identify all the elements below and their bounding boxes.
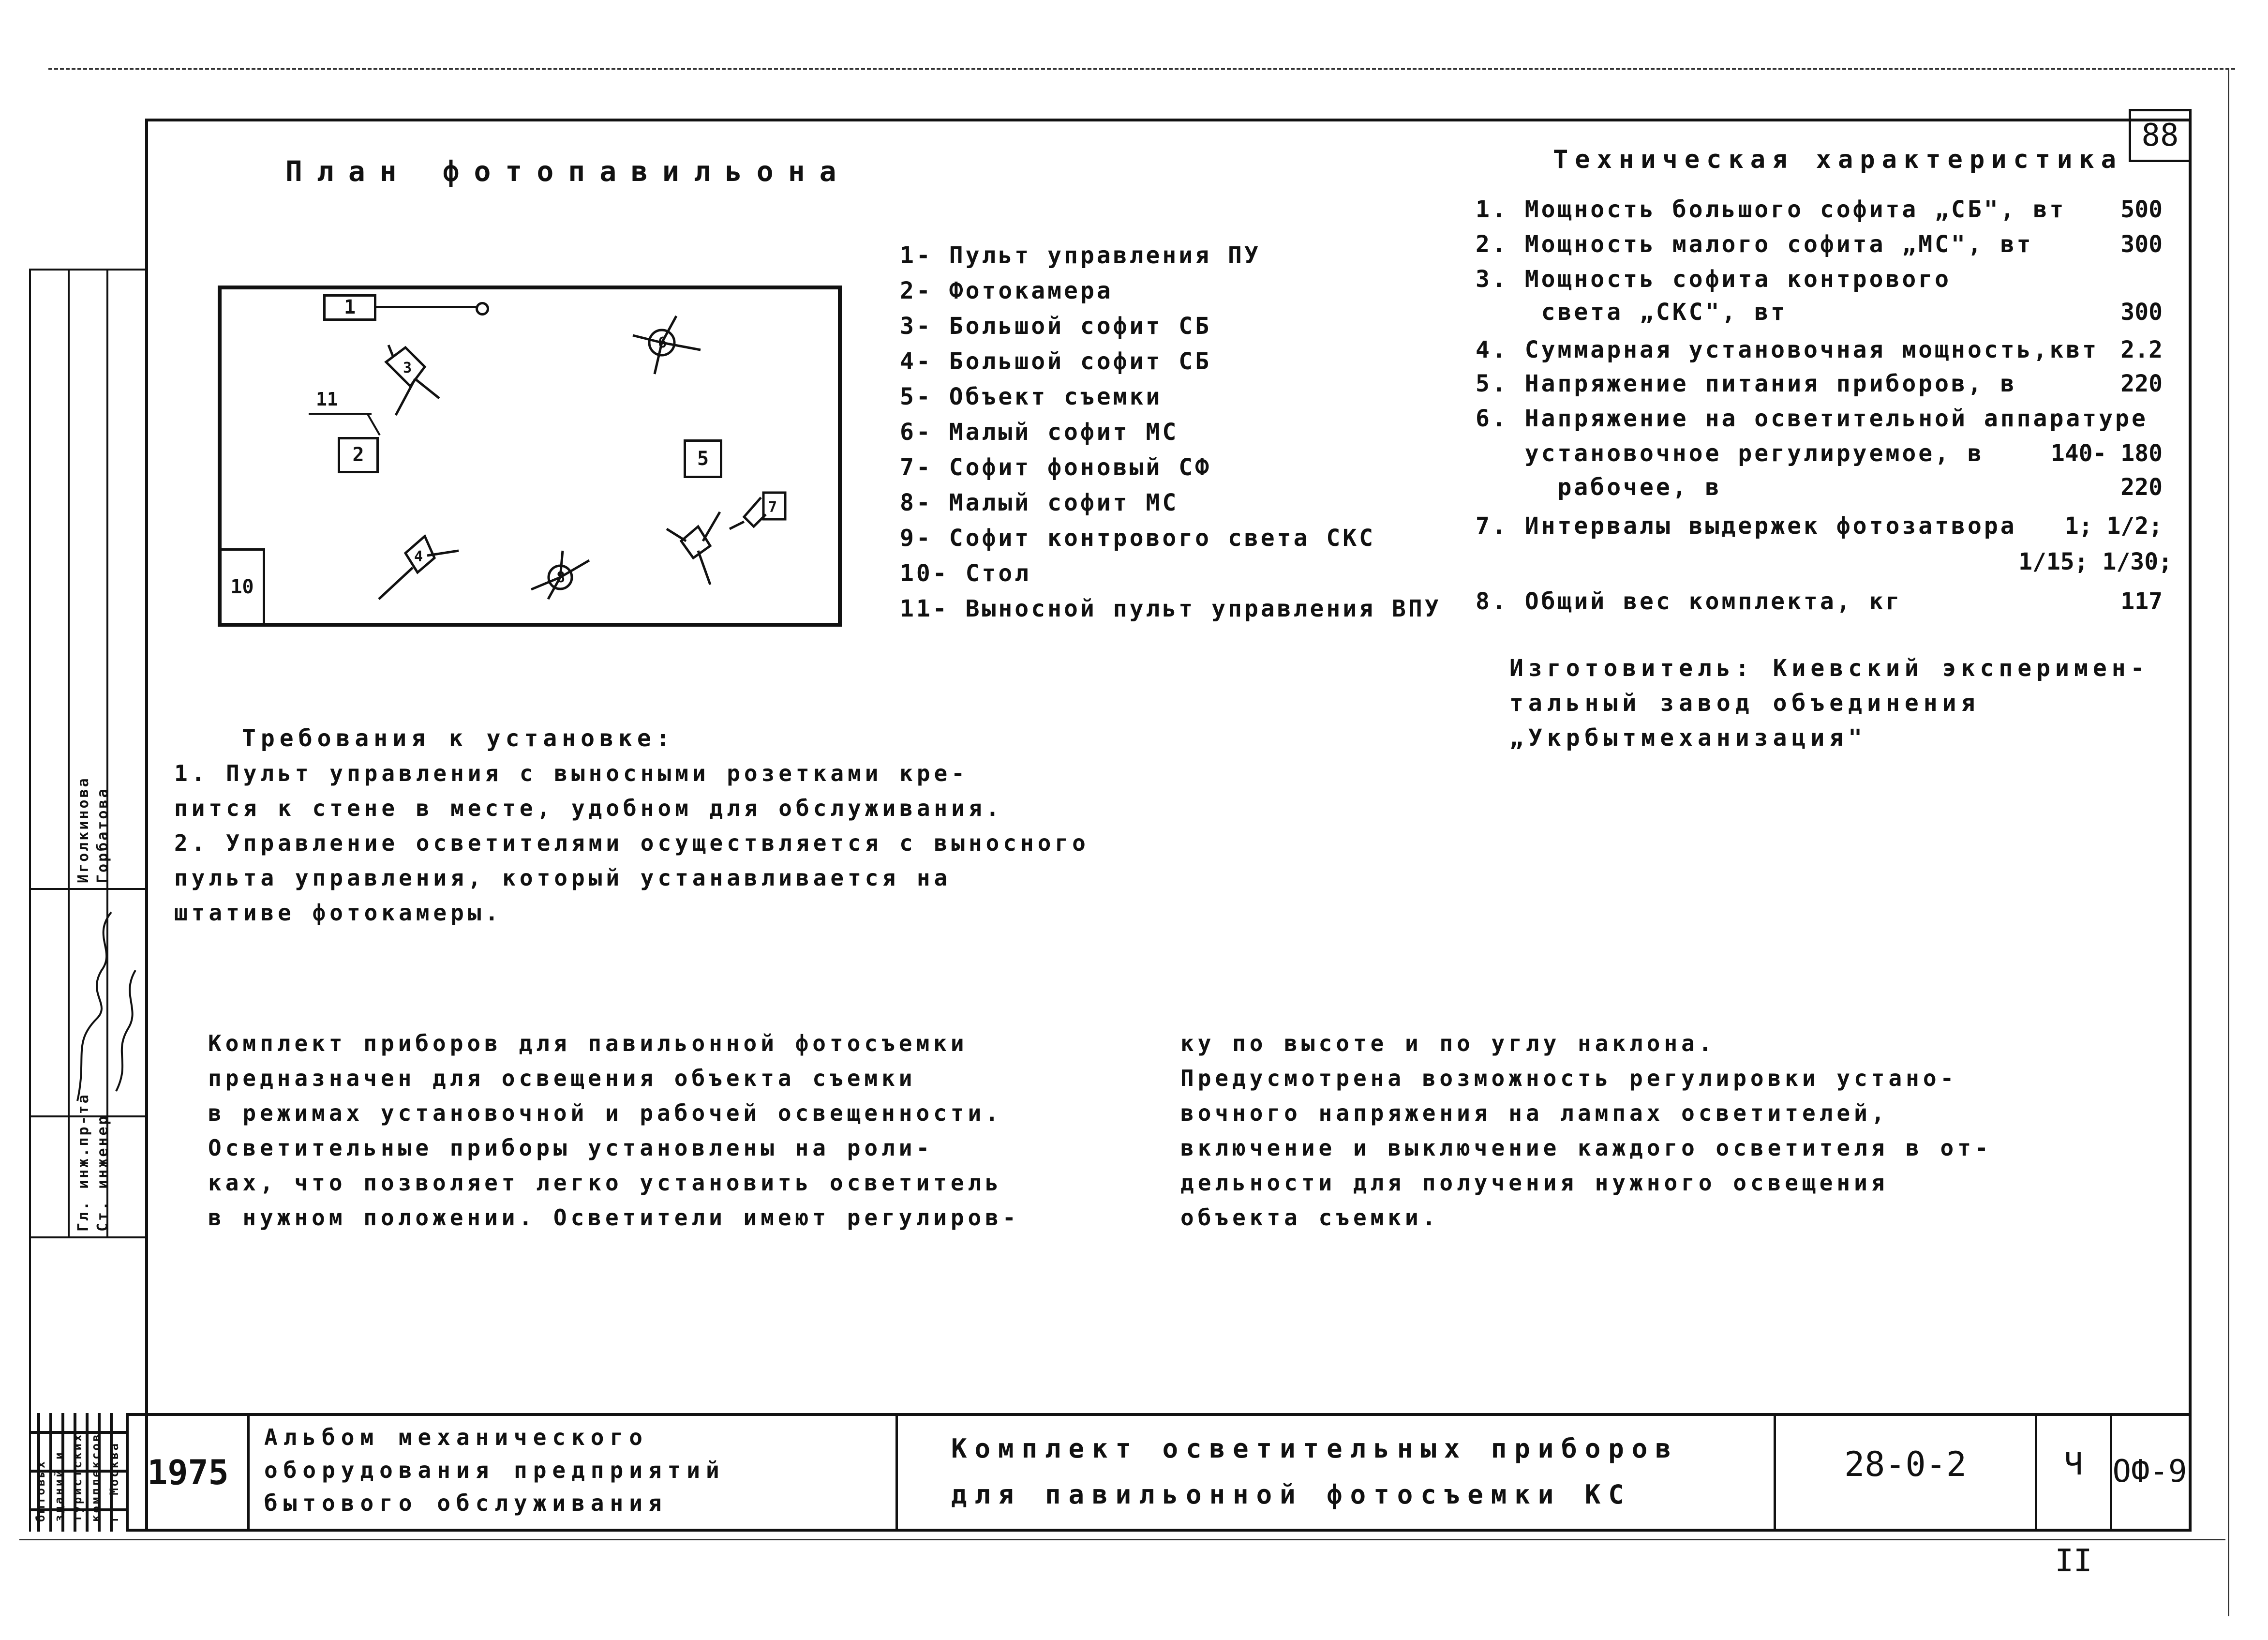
requirements-line: пульта управления, который устанавливается на bbox=[174, 865, 952, 891]
legend-item: 10- Стол bbox=[900, 560, 1031, 587]
legend-item: 3- Большой софит СБ bbox=[900, 313, 1212, 340]
description-line: в режимах установочной и рабочей освещенности. bbox=[208, 1100, 1002, 1126]
sidebar-row-line bbox=[29, 1236, 145, 1238]
top-dashed-line bbox=[48, 68, 2235, 70]
manufacturer-line: „Укрбытмеханизация" bbox=[1509, 724, 1867, 752]
spec-value: 220 bbox=[2120, 474, 2163, 501]
tb-part: Ч II bbox=[2037, 1416, 2112, 1529]
specs-table bbox=[1476, 196, 2172, 632]
tb-code-cell bbox=[1776, 1416, 2037, 1529]
light-label-3: 3 bbox=[403, 360, 412, 376]
description-line: в нужном положении. Осветители имеют регулиров- bbox=[208, 1204, 1020, 1231]
light-label-8: 8 bbox=[556, 569, 566, 586]
description-line: включение и выключение каждого осветителя в от- bbox=[1180, 1135, 1992, 1161]
light-label-7: 7 bbox=[768, 499, 777, 516]
description-right bbox=[1180, 1026, 1992, 1235]
spec-label: 4. Суммарная установочная мощность,квт bbox=[1476, 336, 2099, 363]
description-left bbox=[208, 1026, 1020, 1235]
description-line: Предусмотрена возможность регулировки устано- bbox=[1180, 1065, 1958, 1091]
light-label-6: 6 bbox=[658, 334, 667, 351]
spec-label: 7. Интервалы выдержек фотозатвора bbox=[1476, 512, 2017, 540]
label-11: 11 bbox=[316, 389, 338, 410]
light-label-4: 4 bbox=[414, 548, 423, 565]
spec-label: 3. Мощность софита контрового bbox=[1476, 266, 1952, 293]
title-block bbox=[126, 1413, 2192, 1579]
description-line: предназначен для освещения объекта съемки bbox=[208, 1065, 916, 1091]
description-line: Комплект приборов для павильонной фотосъемки bbox=[208, 1030, 968, 1056]
sidebar-role: Гл. инж.пр-та bbox=[75, 1093, 92, 1232]
spec-value: 117 bbox=[2120, 588, 2163, 615]
spec-value: 1; 1/2; bbox=[2064, 512, 2163, 540]
requirements-line: 2. Управление осветителями осуществляется с выносного bbox=[174, 830, 1089, 856]
tb-year: 1975 bbox=[147, 1453, 229, 1492]
plan-title: План фотопавильона bbox=[285, 155, 851, 188]
spec-value: 300 bbox=[2120, 231, 2163, 258]
tb-product-line: Комплект осветительных приборов bbox=[951, 1433, 1679, 1464]
spec-value: 2.2 bbox=[2120, 336, 2163, 363]
hatch-icon bbox=[29, 1413, 126, 1532]
table-box: 10 bbox=[222, 548, 265, 626]
spec-label: света „СКС", вт bbox=[1476, 299, 1788, 326]
subject-box: 5 bbox=[684, 439, 722, 478]
large-softbox-3-icon bbox=[386, 345, 439, 415]
tb-album-line: Альбом механического bbox=[264, 1424, 648, 1450]
legend-item: 1- Пульт управления ПУ bbox=[900, 242, 1261, 269]
page-number: 88 bbox=[2129, 109, 2192, 162]
spec-label: рабочее, в bbox=[1476, 474, 1722, 501]
legend-item: 9- Софит контрового света СКС bbox=[900, 525, 1376, 552]
spec-label: 6. Напряжение на осветительной аппаратуре bbox=[1476, 405, 2148, 432]
installation-requirements bbox=[174, 721, 1089, 930]
spec-value: 140- 180 bbox=[2050, 440, 2163, 467]
spec-value: 1/15; 1/30; bbox=[2018, 548, 2172, 575]
legend-item: 8- Малый софит МС bbox=[900, 489, 1179, 516]
tb-part-sheet-cell bbox=[2037, 1416, 2192, 1579]
description-line: Осветительные приборы установлены на роли- bbox=[208, 1135, 934, 1161]
org-line: комплексов bbox=[89, 1432, 103, 1522]
tb-year-cell bbox=[129, 1416, 250, 1529]
tb-album-line: бытового обслуживания bbox=[264, 1490, 668, 1516]
sidebar-name: Иголкинова bbox=[75, 776, 92, 883]
binding-strip bbox=[29, 1413, 126, 1532]
tb-product-line: для павильонной фотосъемки КС bbox=[951, 1479, 1632, 1510]
org-line: бытовых bbox=[34, 1459, 47, 1522]
manufacturer-line: Изготовитель: Киевский эксперимен- bbox=[1509, 655, 2149, 682]
description-line: вочного напряжения на лампах осветителей, bbox=[1180, 1100, 1889, 1126]
control-panel-box: 1 bbox=[323, 294, 376, 321]
floor-plan bbox=[218, 286, 842, 627]
spec-value: 500 bbox=[2120, 196, 2163, 223]
spec-value: 220 bbox=[2120, 370, 2163, 397]
org-line: зданий и bbox=[52, 1450, 66, 1522]
signatures-icon bbox=[68, 898, 145, 1111]
requirements-title: Требования к установке: bbox=[242, 725, 675, 752]
signature-sidebar bbox=[29, 269, 145, 1532]
spec-label: 5. Напряжение питания приборов, в bbox=[1476, 370, 2017, 397]
manufacturer-line: тальный завод объединения bbox=[1509, 690, 1980, 717]
camera-box: 2 bbox=[338, 437, 379, 473]
backlight-9-icon bbox=[667, 512, 720, 585]
description-line: объекта съемки. bbox=[1180, 1204, 1440, 1231]
requirements-line: штативе фотокамеры. bbox=[174, 900, 503, 926]
org-line: г. Москва bbox=[107, 1441, 121, 1522]
legend-item: 7- Софит фоновый СФ bbox=[900, 454, 1212, 481]
sidebar-role: Ст. инженер bbox=[94, 1114, 111, 1232]
spec-label: установочное регулируемое, в bbox=[1476, 440, 1984, 467]
sidebar-row-line bbox=[29, 888, 145, 890]
tb-code: 28-0-2 bbox=[1844, 1444, 1967, 1484]
bottom-edge-line bbox=[19, 1539, 2225, 1540]
tb-product-cell bbox=[898, 1416, 1776, 1529]
requirements-line: 1. Пульт управления с выносными розетками кре- bbox=[174, 760, 969, 786]
requirements-line: питcя к стене в месте, удобном для обслуживания. bbox=[174, 795, 1003, 821]
tb-album-cell bbox=[250, 1416, 898, 1529]
org-line: туристских bbox=[71, 1432, 84, 1522]
description-line: ках, что позволяет легко установить осветитель bbox=[208, 1170, 1002, 1196]
spec-value: 300 bbox=[2120, 299, 2163, 326]
legend-item: 5- Объект съемки bbox=[900, 383, 1163, 410]
legend-item: 2- Фотокамера bbox=[900, 277, 1113, 304]
tb-sheet: ОФ-9 bbox=[2112, 1454, 2187, 1490]
manufacturer bbox=[1509, 651, 2149, 755]
description-line: ку по высоте и по углу наклона. bbox=[1180, 1030, 1716, 1056]
spec-label: 2. Мощность малого софита „МС", вт bbox=[1476, 231, 2033, 258]
description-line: дельности для получения нужного освещения bbox=[1180, 1170, 1889, 1196]
tb-album-line: оборудования предприятий bbox=[264, 1457, 725, 1483]
specs-title: Техническая характеристика bbox=[1553, 145, 2123, 174]
lights-layer bbox=[222, 289, 838, 623]
spec-label: 1. Мощность большого софита „СБ", вт bbox=[1476, 196, 2066, 223]
legend-item: 6- Малый софит МС bbox=[900, 419, 1179, 446]
right-edge-line bbox=[2228, 68, 2229, 1616]
sidebar-name: Горбатова bbox=[94, 787, 111, 883]
legend-item: 4- Большой софит СБ bbox=[900, 348, 1212, 375]
legend-item: 11- Выносной пульт управления ВПУ bbox=[900, 595, 1441, 622]
large-softbox-4-icon bbox=[379, 536, 459, 599]
spec-label: 8. Общий вес комплекта, кг bbox=[1476, 588, 1902, 615]
